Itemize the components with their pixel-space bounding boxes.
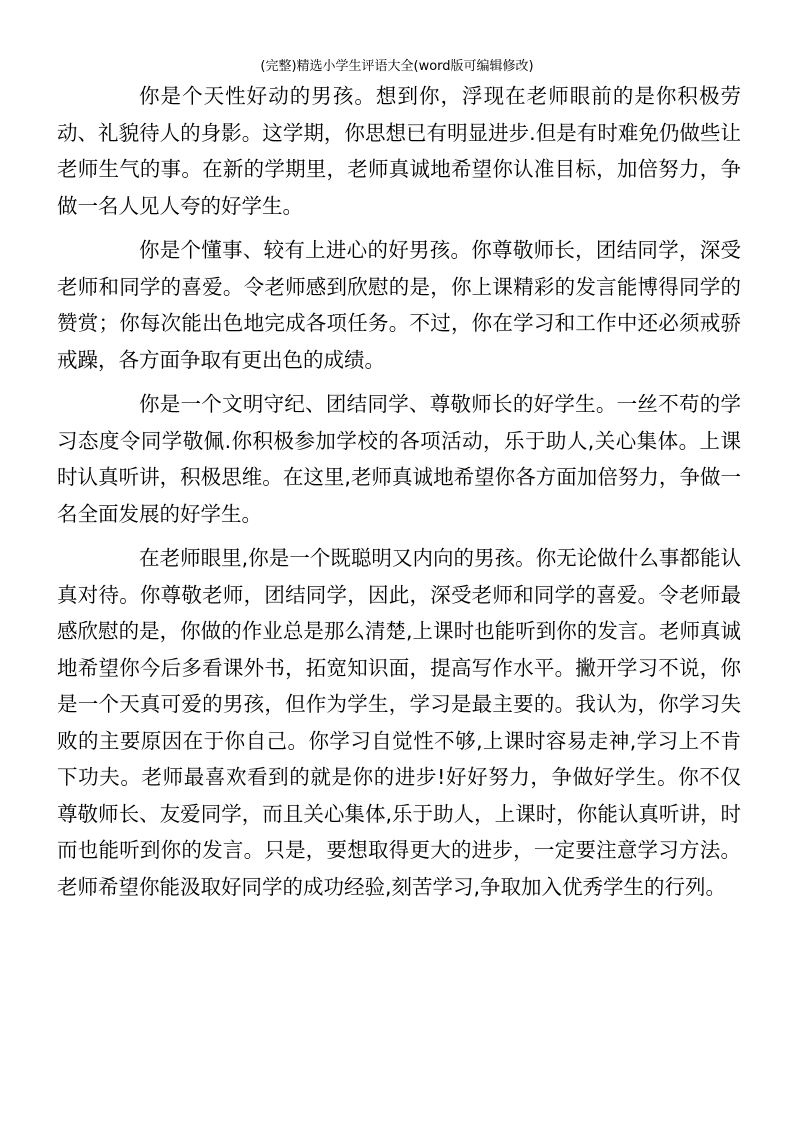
document-body xyxy=(57,78,741,905)
page-header: (完整)精选小学生评语大全(word版可编辑修改) xyxy=(260,59,534,74)
comment-paragraph-3: 你是一个文明守纪、团结同学、尊敬师长的好学生。一丝不苟的学习态度令同学敬佩.你积极参加学校的各项活动，乐于助人,关心集体。上课时认真听讲，积极思维。在这里,老师真诚地希望你各方面加倍努力，争做一名全面发展的好学生。 xyxy=(57,392,741,526)
comment-paragraph-2: 你是个懂事、较有上进心的好男孩。你尊敬师长，团结同学，深受老师和同学的喜爱。令老师感到欣慰的是，你上课精彩的发言能博得同学的赞赏；你每次能出色地完成各项任务。不过，你在学习和工作中还必须戒骄戒躁，各方面争取有更出色的成绩。 xyxy=(57,238,741,372)
comment-paragraph-1: 你是个天性好动的男孩。想到你，浮现在老师眼前的是你积极劳动、礼貌待人的身影。这学期，你思想已有明显进步.但是有时难免仍做些让老师生气的事。在新的学期里，老师真诚地希望你认准目标，加倍努力，争做一名人见人夸的好学生。 xyxy=(57,84,741,218)
comment-paragraph-4: 在老师眼里,你是一个既聪明又内向的男孩。你无论做什么事都能认真对待。你尊敬老师，团结同学，因此，深受老师和同学的喜爱。令老师最感欣慰的是，你做的作业总是那么清楚,上课时也能听到你的发言。老师真诚地希望你今后多看课外书，拓宽知识面，提高写作水平。撇开学习不说，你是一个天真可爱的男孩，但作为学生，学习是最主要的。我认为，你学习失败的主要原因在于你自己。你学习自觉性不够,上课时容易走神,学习上不肯下功夫。老师最喜欢看到的就是你的进步!好好努力，争做好学生。你不仅尊敬师长、友爱同学，而且关心集体,乐于助人，上课时，你能认真听讲，时而也能听到你的发言。只是，要想取得更大的进步，一定要注意学习方法。老师希望你能汲取好同学的成功经验,刻苦学习,争取加入优秀学生的行列。 xyxy=(57,546,741,899)
